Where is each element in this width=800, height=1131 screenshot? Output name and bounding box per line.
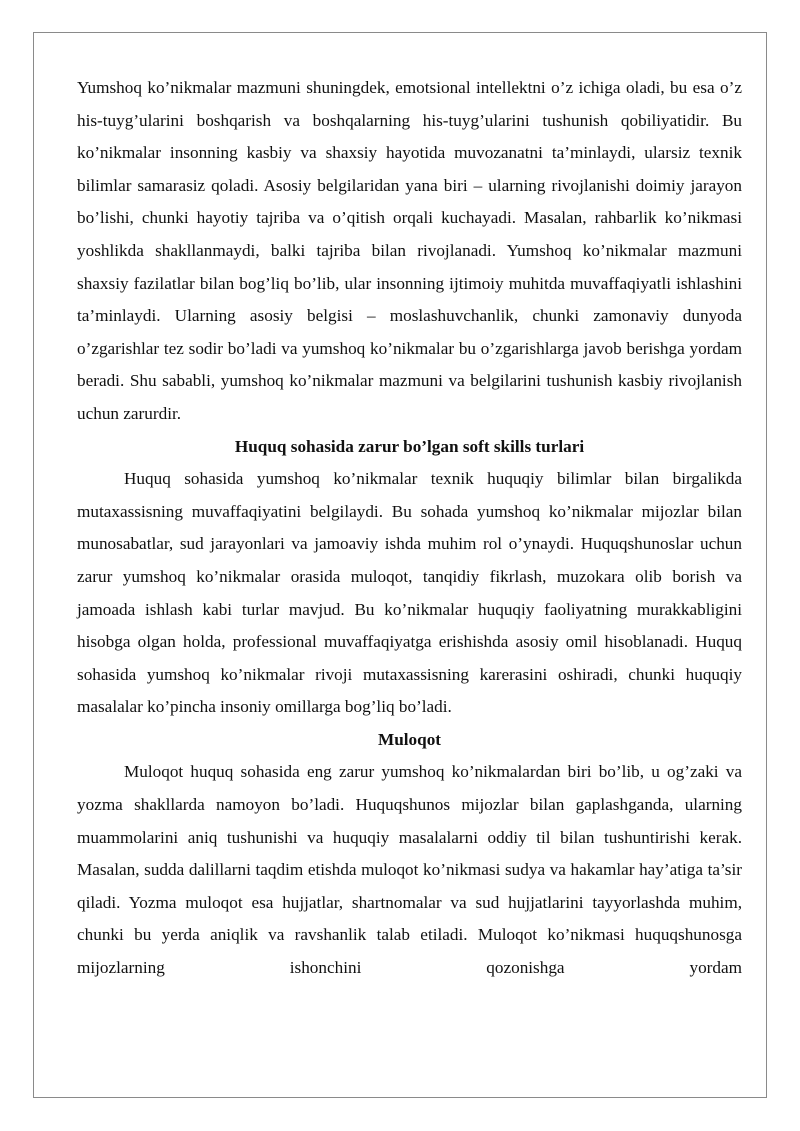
paragraph-emotional-intelligence: Yumshoq ko’nikmalar mazmuni shuningdek, emotsional intellektni o’z ichiga oladi, bu esa o’z his-tuyg’ularini boshqarish va boshqalarning his-tuyg’ularini tushunish qobiliyatidir. Bu ko’nikmalar insonning kasbiy va shaxsiy hayotida muvozanatni ta’minlaydi, ularsiz texnik bilimlar samarasiz qoladi. Asosiy belgilaridan yana biri – ularning rivojlanishi doimiy jarayon bo’lishi, chunki hayotiy tajriba va o’qitish orqali kuchayadi. Masalan, rahbarlik ko’nikmasi yoshlikda shakllanmaydi, balki tajriba bilan rivojlanadi. Yumshoq ko’nikmalar mazmuni shaxsiy fazilatlar bilan bog’liq bo’lib, ular insonning ijtimoiy muhitda muvaffaqiyatli ishlashini ta’minlaydi. Ularning asosiy belgisi – moslashuvchanlik, chunki zamonaviy dunyoda o’zgarishlar tez sodir bo’ladi va yumshoq ko’nikmalar bu o’zgarishlarga javob berishga yordam beradi. Shu sababli, yumshoq ko’nikmalar mazmuni va belgilarini tushunish kasbiy rivojlanish uchun zarurdir. — [77, 78, 742, 423]
paragraph-communication: Muloqot huquq sohasida eng zarur yumshoq ko’nikmalardan biri bo’lib, u og’zaki va yozma shakllarda namoyon bo’ladi. Huquqshunos mijozlar bilan gaplashganda, ularning muammolarini aniq tushunishi va huquqiy masalalarni oddiy til bilan tushuntirishi kerak. Masalan, sudda dalillarni taqdim etishda muloqot ko’nikmasi sudya va hakamlar hay’atiga ta’sir qiladi. Yozma muloqot esa hujjatlar, shartnomalar va sud hujjatlarini tayyorlashda muhim, chunki bu yerda aniqlik va ravshanlik talab etiladi. Muloqot ko’nikmasi huquqshunosga mijozlarning ishonchini qozonishga yordam — [77, 762, 742, 978]
paragraph-law-soft-skills: Huquq sohasida yumshoq ko’nikmalar texnik huquqiy bilimlar bilan birgalikda mutaxassisning muvaffaqiyatini belgilaydi. Bu sohada yumshoq ko’nikmalar mijozlar bilan munosabatlar, sud jarayonlari va jamoaviy ishda muhim rol o’ynaydi. Huquqshunoslar uchun zarur yumshoq ko’nikmalar orasida muloqot, tanqidiy fikrlash, muzokara olib borish va jamoada ishlash kabi turlar mavjud. Bu ko’nikmalar huquqiy faoliyatning murakkabligini hisobga olgan holda, professional muvaffaqiyatga erishishda asosiy omil hisoblanadi. Huquq sohasida yumshoq ko’nikmalar rivoji mutaxassisning karerasini oshiradi, chunki huquqiy masalalar ko’pincha insoniy omillarga bog’liq bo’ladi. — [77, 469, 742, 717]
heading-law-soft-skills: Huquq sohasida zarur bo’lgan soft skills turlari — [234, 436, 585, 456]
heading-communication: Muloqot — [377, 729, 442, 749]
document-body — [77, 72, 742, 985]
